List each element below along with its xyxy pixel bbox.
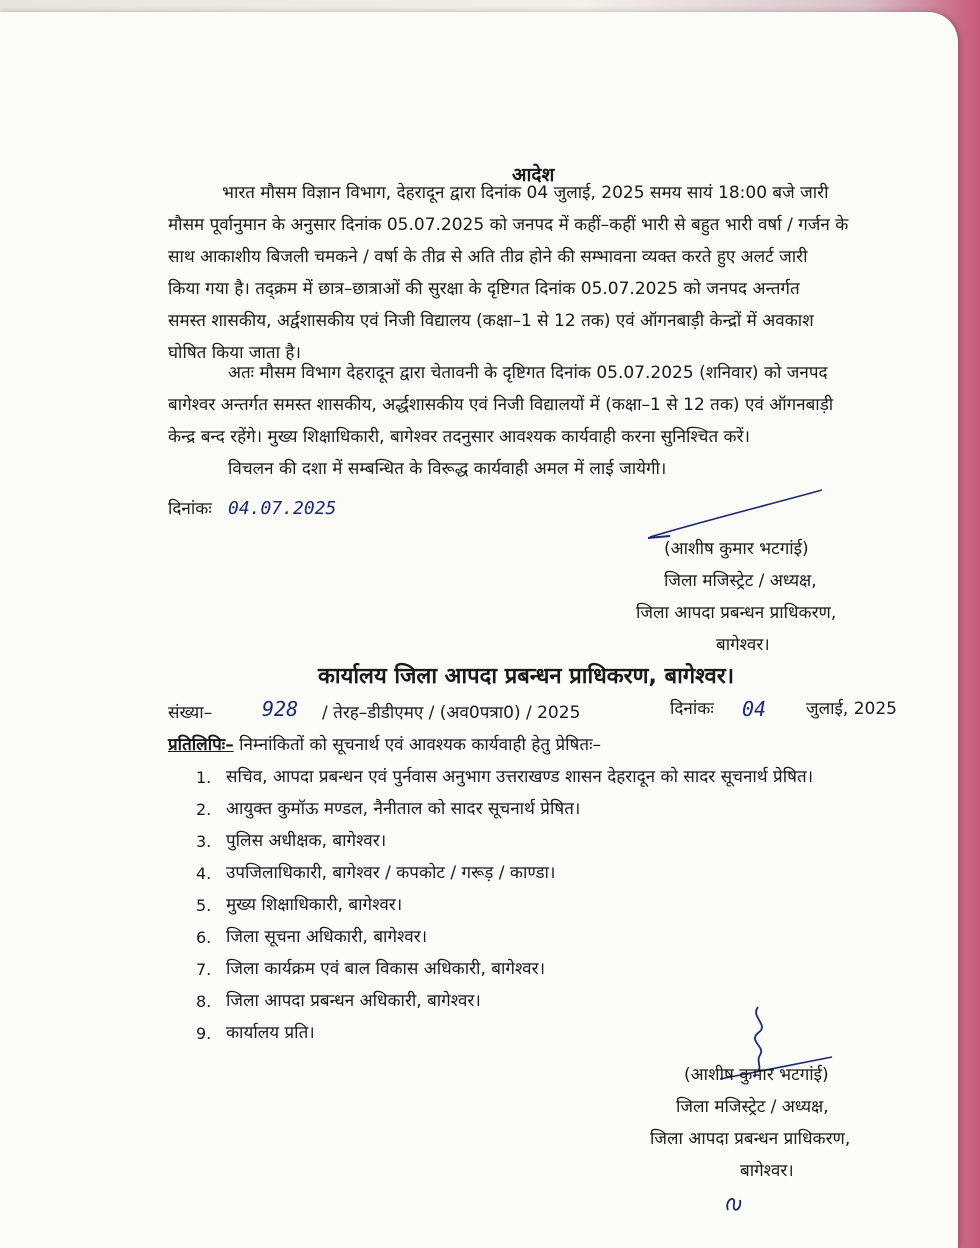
recipient-text: पुलिस अधीक्षक, बागेश्वर। [226, 831, 387, 851]
recipient-text: जिला कार्यक्रम एवं बाल विकास अधिकारी, बागेश्वर। [226, 959, 546, 979]
office-title: कार्यालय जिला आपदा प्रबन्धन प्राधिकरण, बागेश्वर। [318, 664, 735, 689]
recipient-text: कार्यालय प्रति। [226, 1023, 315, 1043]
recipient-num: 4. [196, 864, 212, 883]
recipient-num: 1. [196, 768, 212, 787]
signatory1-authority: जिला आपदा प्रबन्धन प्राधिकरण, [636, 603, 837, 623]
signatory1-place: बागेश्वर। [716, 635, 770, 655]
recipient-num: 6. [196, 928, 212, 947]
para1-line-1: भारत मौसम विज्ञान विभाग, देहरादून द्वारा दिनांक 04 जुलाई, 2025 समय सायं 18:00 बजे जारी [222, 183, 829, 203]
recipient-num: 8. [196, 992, 212, 1011]
signatory1-designation: जिला मजिस्ट्रेट / अध्यक्ष, [664, 571, 817, 591]
recipient-num: 3. [196, 832, 212, 851]
letter-date-day: 04 [742, 697, 767, 721]
recipient-num: 7. [196, 960, 212, 979]
letter-number-suffix: / तेरह–डीडीएमए / (अव0पत्रा0) / 2025 [322, 703, 581, 723]
recipient-num: 2. [196, 800, 212, 819]
recipient-text: सचिव, आपदा प्रबन्धन एवं पुर्नवास अनुभाग उत्तराखण्ड शासन देहरादून को सादर सूचनार्थ प्रेषित। [226, 767, 814, 787]
recipient-text: जिला सूचना अधिकारी, बागेश्वर। [226, 927, 428, 947]
signatory2-name: (आशीष कुमार भटगांई) [684, 1065, 829, 1085]
para1-line-6: घोषित किया जाता है। [168, 343, 301, 363]
recipient-text: मुख्य शिक्षाधिकारी, बागेश्वर। [226, 895, 403, 915]
copy-to-line [168, 734, 601, 756]
para2-line-1: अतः मौसम विभाग देहरादून द्वारा चेतावनी के दृष्टिगत दिनांक 05.07.2025 (शनिवार) को जनपद [228, 363, 828, 383]
letter-date-rest: जुलाई, 2025 [806, 699, 897, 719]
copy-text: निम्नांकितों को सूचनार्थ एवं आवश्यक कार्यवाही हेतु प्रेषितः– [239, 735, 602, 755]
signatory2-designation: जिला मजिस्ट्रेट / अध्यक्ष, [676, 1097, 829, 1117]
signatory2-place: बागेश्वर। [740, 1161, 794, 1181]
para2-line-2: बागेश्वर अन्तर्गत समस्त शासकीय, अर्द्धशासकीय एवं निजी विद्यालयों में (कक्षा–1 से 12 तक) एवं ऑगनबाड़ी [168, 395, 834, 415]
para1-line-2: मौसम पूर्वानुमान के अनुसार दिनांक 05.07.2025 को जनपद में कहीं–कहीं भारी से बहुत भारी वर्षा / गर्जन के [168, 215, 849, 235]
para3: विचलन की दशा में सम्बन्धित के विरूद्ध कार्यवाही अमल में लाई जायेगी। [228, 459, 667, 479]
letter-date-label: दिनांकः [670, 699, 714, 719]
signatory1-name: (आशीष कुमार भटगांई) [664, 539, 809, 559]
recipient-text: उपजिलाधिकारी, बागेश्वर / कपकोट / गरूड़ / काण्डा। [226, 863, 556, 883]
para1-line-4: किया गया है। तद्क्रम में छात्र–छात्राओं की सुरक्षा के दृष्टिगत दिनांक 05.07.2025 को जनपद अन्तर्गत [168, 279, 800, 299]
recipient-num: 5. [196, 896, 212, 915]
order-date-label: दिनांकः [168, 499, 212, 519]
document-page [0, 12, 958, 1248]
letter-number-value: 928 [262, 697, 299, 721]
signature-mark-1 [640, 482, 830, 542]
letter-number-label: संख्या– [168, 703, 213, 723]
initial-mark [720, 1180, 750, 1220]
recipient-num: 9. [196, 1024, 212, 1043]
recipient-text: आयुक्त कुमॉऊ मण्डल, नैनीताल को सादर सूचनार्थ प्रेषित। [226, 799, 581, 819]
order-heading: आदेश [512, 164, 555, 186]
order-date-value: 04.07.2025 [228, 498, 337, 519]
copy-label: प्रतिलिपिः– [168, 735, 234, 755]
para1-line-3: साथ आकाशीय बिजली चमकने / वर्षा के तीव्र से अति तीव्र होने की सम्भावना व्यक्त करते हुए अलर्ट जारी [168, 247, 808, 267]
recipient-text: जिला आपदा प्रबन्धन अधिकारी, बागेश्वर। [226, 991, 481, 1011]
para1-line-5: समस्त शासकीय, अर्द्वशासकीय एवं निजी विद्यालय (कक्षा–1 से 12 तक) एवं ऑगनबाड़ी केन्द्रों में अवकाश [168, 311, 814, 331]
para2-line-3: केन्द्र बन्द रहेंगे। मुख्य शिक्षाधिकारी, बागेश्वर तदनुसार आवश्यक कार्यवाही करना सुनिश्चित करें। [168, 427, 750, 447]
signatory2-authority: जिला आपदा प्रबन्धन प्राधिकरण, [650, 1129, 851, 1149]
